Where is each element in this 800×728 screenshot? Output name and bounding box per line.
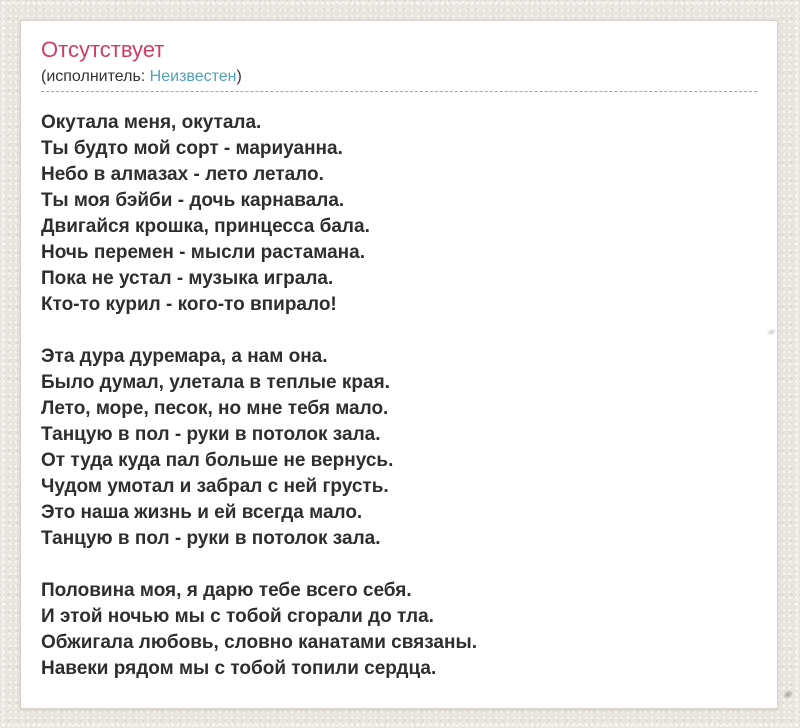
lyric-line: Было думал, улетала в теплые края.	[41, 372, 390, 393]
artist-label-suffix: )	[236, 68, 242, 85]
lyric-line: Ты моя бэйби - дочь карнавала.	[41, 190, 345, 211]
lyric-line: Ты будто мой сорт - мариуанна.	[41, 138, 343, 159]
lyric-line: Небо в алмазах - лето летало.	[41, 164, 324, 185]
lyric-line: От туда куда пал больше не вернусь.	[41, 450, 394, 471]
lyric-line: И этой ночью мы с тобой сгорали до тла.	[41, 606, 434, 627]
lyric-line: Двигайся крошка, принцесса бала.	[41, 216, 370, 237]
song-title: Отсутствует	[41, 37, 165, 62]
stanza	[41, 110, 757, 318]
lyric-line: Танцую в пол - руки в потолок зала.	[41, 528, 381, 549]
lyric-line: Это наша жизнь и ей всегда мало.	[41, 502, 363, 523]
artist-row	[41, 67, 757, 92]
lyric-line: Пока не устал - музыка играла.	[41, 268, 334, 289]
artist-label-prefix: (исполнитель:	[41, 68, 150, 85]
lyric-line: Эта дура дуремара, а нам она.	[41, 346, 328, 367]
lyric-line: Половина моя, я дарю тебе всего себя.	[41, 580, 412, 601]
lyric-line: Чудом умотал и забрал с ней грусть.	[41, 476, 389, 497]
lyric-line: Кто-то курил - кого-то впирало!	[41, 294, 337, 315]
lyrics-card	[20, 20, 778, 709]
lyric-line: Окутала меня, окутала.	[41, 112, 262, 133]
stanza	[41, 344, 757, 552]
texture-speck	[783, 690, 792, 698]
lyric-line: Обжигала любовь, словно канатами связаны.	[41, 632, 477, 653]
lyric-line: Навеки рядом мы с тобой топили сердца.	[41, 658, 437, 679]
lyric-line: Ночь перемен - мысли растамана.	[41, 242, 365, 263]
lyric-line: Лето, море, песок, но мне тебя мало.	[41, 398, 389, 419]
lyric-line: Танцую в пол - руки в потолок зала.	[41, 424, 381, 445]
lyrics	[41, 110, 757, 682]
stanza	[41, 578, 757, 682]
artist-link[interactable]: Неизвестен	[149, 68, 237, 85]
